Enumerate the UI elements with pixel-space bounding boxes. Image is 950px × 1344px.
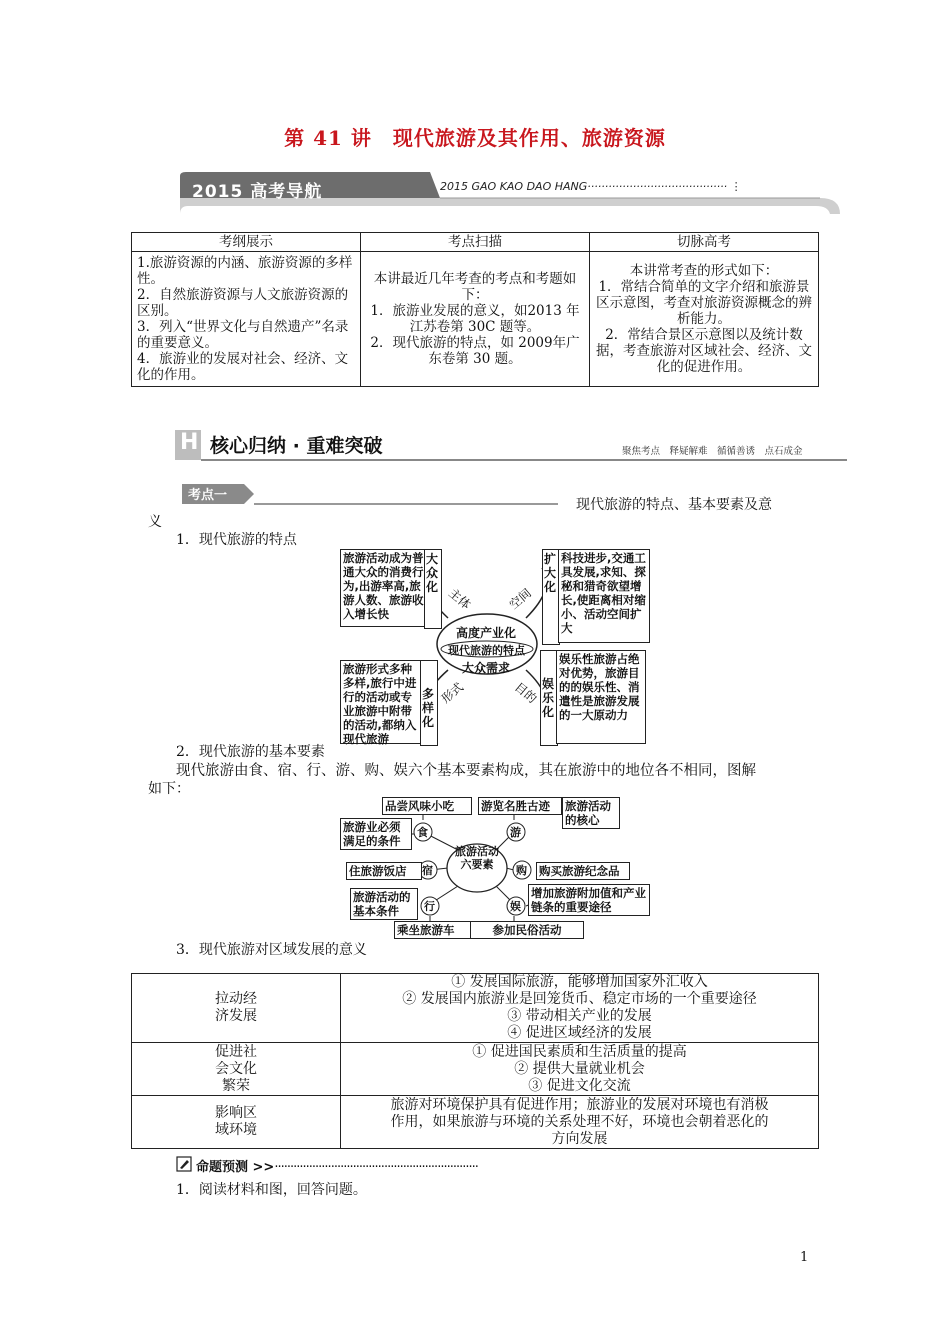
table-cell — [132, 252, 361, 387]
element-stay: 宿 — [422, 864, 433, 877]
list-item: ③ 促进文化交流 — [528, 1077, 631, 1094]
spoke-label: 主体 — [445, 585, 474, 612]
element-fun: 娱 — [510, 900, 521, 913]
item-heading: 2．现代旅游的基本要素 — [176, 744, 325, 760]
list-item: ② 发展国内旅游业是回笼货币、稳定市场的一个重要途径 — [402, 991, 757, 1007]
list-item: 本讲最近几年考查的考点和考题如下： — [373, 271, 577, 303]
element-label: 旅游活动的核心 — [562, 797, 620, 829]
feature-box-space: 科技进步,交通工具发展,求知、探秘和猎奇欲望增长,使距离相对缩小、活动空间扩大 — [558, 549, 650, 643]
row-head — [132, 1096, 341, 1149]
feature-tag: 娱乐化 — [542, 677, 555, 719]
table-row — [132, 1043, 819, 1096]
spoke-label: 空间 — [506, 585, 535, 612]
question: 1．阅读材料和图，回答问题。 — [176, 1182, 367, 1198]
diagram-center-mid: 现代旅游的特点 — [448, 644, 525, 657]
element-travel: 行 — [424, 900, 435, 913]
element-label: 旅游业必须满足的条件 — [340, 818, 412, 850]
element-label: 品尝风味小吃 — [382, 797, 472, 815]
list-item: 1．常结合简单的文字介绍和旅游景区示意图，考查对旅游资源概念的辨析能力。 — [596, 279, 812, 327]
section-subtitle: 聚焦考点 释疑解难 循循善诱 点石成金 — [622, 446, 803, 457]
diagram-center-line: 六要素 — [460, 858, 494, 871]
row-head-line: 繁荣 — [222, 1077, 250, 1094]
element-label: 游览名胜古迹 — [478, 797, 562, 815]
kaodian-badge: 考点一 — [188, 488, 228, 503]
table-cell — [361, 252, 590, 387]
element-shop: 购 — [516, 864, 527, 877]
feature-box-mass: 旅游活动成为普通大众的消费行为,出游率高,旅游人数、旅游收入增长快 — [340, 549, 428, 627]
list-item: 4．旅游业的发展对社会、经济、文化的作用。 — [137, 351, 349, 383]
list-item: 作用，如果旅游与环境的关系处理不好，环境也会朝着恶化的 — [390, 1113, 769, 1130]
nav-label: 2015 高考导航 — [192, 182, 323, 202]
list-item: 本讲常考查的形式如下： — [629, 263, 779, 279]
list-item: 方向发展 — [551, 1130, 608, 1147]
list-item: 2．现代旅游的特点，如 2009年广东卷第 30 题。 — [370, 335, 580, 367]
list-item: ④ 促进区域经济的发展 — [507, 1025, 652, 1041]
element-tour: 游 — [510, 826, 521, 839]
element-label: 参加民俗活动 — [470, 921, 584, 939]
table-header: 考纲展示 — [132, 233, 361, 252]
element-label: 增加旅游附加值和产业链条的重要途径 — [528, 884, 650, 916]
row-content — [341, 1096, 819, 1149]
list-item: 2．常结合景区示意图以及统计数据，考查旅游对区域社会、经济、文化的促进作用。 — [596, 327, 812, 375]
kaodian-banner — [180, 480, 560, 508]
diagram-center-line: 旅游活动 — [455, 845, 499, 858]
table-header: 考点扫描 — [361, 233, 590, 252]
list-item: ③ 带动相关产业的发展 — [507, 1008, 652, 1024]
list-item: 1．旅游业发展的意义，如2013 年江苏卷第 30C 题等。 — [370, 303, 580, 335]
section-badge: H — [180, 430, 199, 455]
row-head-line: 济发展 — [215, 1008, 257, 1024]
element-label: 乘坐旅游车 — [394, 921, 472, 939]
diagram-center — [452, 845, 502, 871]
row-head — [132, 1043, 341, 1096]
feature-tag: 扩大化 — [544, 552, 557, 594]
table-cell — [590, 252, 819, 387]
element-label: 旅游活动的基本条件 — [350, 888, 418, 920]
diagram-center-top: 高度产业化 — [456, 626, 517, 640]
page-number: 1 — [800, 1250, 809, 1265]
kaodian-title: 现代旅游的特点、基本要素及意 — [576, 497, 772, 513]
exam-guide-table — [131, 232, 819, 387]
diagram-center-bottom: 大众需求 — [462, 661, 511, 675]
table-header: 切脉高考 — [590, 233, 819, 252]
table-row — [132, 974, 819, 1043]
row-content — [341, 974, 819, 1043]
list-item: 2．自然旅游资源与人文旅游资源的区别。 — [137, 287, 349, 319]
list-item: 3．列入“世界文化与自然遗产”名录的重要意义。 — [137, 319, 349, 351]
list-item: 旅游对环境保护具有促进作用；旅游业的发展对环境也有消极 — [390, 1096, 769, 1113]
page-title: 第 41 讲 现代旅游及其作用、旅游资源 — [284, 126, 666, 150]
row-head-line: 促进社 — [215, 1043, 257, 1060]
element-label: 住旅游饭店 — [346, 862, 422, 880]
kaodian-title-cont: 义 — [148, 514, 162, 530]
row-head-line: 域环境 — [215, 1122, 257, 1138]
paragraph: 现代旅游由食、宿、行、游、购、娱六个基本要素构成，其在旅游中的地位各不相同，图解 — [176, 763, 756, 779]
list-item: ① 发展国际旅游，能够增加国家外汇收入 — [451, 974, 708, 990]
pencil-icon — [176, 1156, 192, 1172]
element-label: 购买旅游纪念品 — [536, 862, 630, 880]
feature-tag-box — [424, 549, 442, 629]
nav-sub: 2015 GAO KAO DAO HANG········································ ⋮ — [440, 180, 742, 193]
row-head-line: 拉动经 — [215, 991, 257, 1007]
feature-tag: 多样化 — [422, 687, 435, 729]
spoke-label: 目的 — [511, 679, 540, 706]
list-item: 1.旅游资源的内涵、旅游资源的多样性。 — [137, 255, 353, 287]
row-head — [132, 974, 341, 1043]
item-heading: 1．现代旅游的特点 — [176, 532, 297, 548]
item-heading: 3．现代旅游对区域发展的意义 — [176, 942, 367, 958]
feature-box-purpose: 娱乐性旅游占绝对优势，旅游目的的娱乐性、消遣性是旅游发展的一大原动力 — [556, 650, 646, 744]
feature-box-forms: 旅游形式多种多样,旅行中进行的活动或专业旅游中附带的活动,都纳入现代旅游 — [340, 660, 424, 744]
row-head-line: 会文化 — [215, 1060, 257, 1077]
spoke-label: 形式 — [438, 679, 467, 706]
row-head-line: 影响区 — [215, 1105, 257, 1121]
section-title: 核心归纳 · 重难突破 — [210, 435, 383, 457]
table-row — [132, 1096, 819, 1149]
list-item: ② 提供大量就业机会 — [514, 1060, 645, 1077]
feature-tag: 大众化 — [426, 552, 439, 594]
list-item: ① 促进国民素质和生活质量的提高 — [472, 1043, 687, 1060]
significance-table — [131, 973, 819, 1149]
feature-tag-box — [420, 660, 438, 746]
prediction-label: 命题预测 >>································································· — [196, 1160, 478, 1175]
paragraph: 如下： — [148, 781, 190, 797]
element-food: 食 — [417, 826, 428, 839]
row-content — [341, 1043, 819, 1096]
